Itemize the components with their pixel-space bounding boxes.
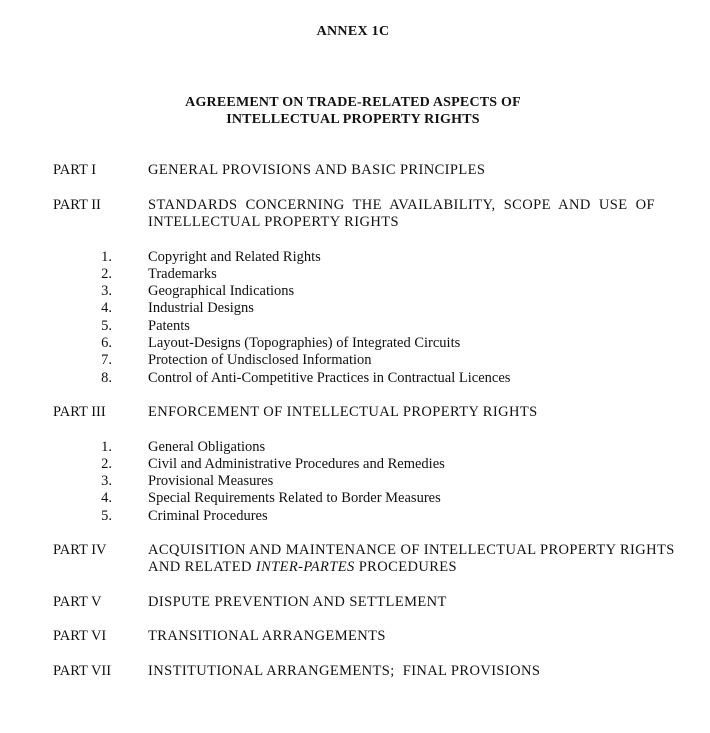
- part-label: PART II: [53, 197, 101, 213]
- part-row-5: [0, 594, 710, 611]
- part-row-7: [0, 663, 710, 680]
- item-text: Civil and Administrative Procedures and Remedies: [148, 456, 445, 472]
- part-heading: [148, 542, 675, 576]
- item-text: Criminal Procedures: [148, 508, 268, 524]
- item-text: Geographical Indications: [148, 283, 295, 299]
- part-label: PART V: [53, 594, 102, 610]
- item-number: 4.: [101, 300, 112, 316]
- item-number: 2.: [101, 266, 112, 282]
- list-item: [0, 266, 710, 283]
- item-text: Trademarks: [148, 266, 217, 282]
- item-text: General Obligations: [148, 439, 266, 455]
- part-heading: GENERAL PROVISIONS AND BASIC PRINCIPLES: [148, 162, 486, 178]
- item-text: Layout-Designs (Topographies) of Integrated Circuits: [148, 335, 461, 351]
- part-heading-line-2: INTELLECTUAL PROPERTY RIGHTS: [148, 214, 399, 230]
- item-number: 3.: [101, 473, 112, 489]
- part-label: PART III: [53, 404, 106, 420]
- item-number: 3.: [101, 283, 112, 299]
- item-number: 5.: [101, 318, 112, 334]
- list-item: [0, 335, 710, 352]
- part-heading-line-1: ACQUISITION AND MAINTENANCE OF INTELLECTUAL PROPERTY RIGHTS: [148, 542, 675, 558]
- item-number: 6.: [101, 335, 112, 351]
- heading-text: PROCEDURES: [354, 559, 457, 575]
- part-heading: DISPUTE PREVENTION AND SETTLEMENT: [148, 594, 447, 610]
- part-heading: TRANSITIONAL ARRANGEMENTS: [148, 628, 386, 644]
- list-item: [0, 439, 710, 456]
- item-text: Patents: [148, 318, 190, 334]
- part-row-6: [0, 628, 710, 645]
- item-number: 5.: [101, 508, 112, 524]
- part-heading: INSTITUTIONAL ARRANGEMENTS; FINAL PROVISIONS: [148, 663, 541, 679]
- item-number: 8.: [101, 370, 112, 386]
- item-text: Copyright and Related Rights: [148, 249, 321, 265]
- list-item: [0, 490, 710, 507]
- agreement-title-line-2: INTELLECTUAL PROPERTY RIGHTS: [226, 112, 480, 127]
- part-label: PART I: [53, 162, 97, 178]
- item-number: 1.: [101, 439, 112, 455]
- part-heading: ENFORCEMENT OF INTELLECTUAL PROPERTY RIGHTS: [148, 404, 538, 420]
- list-item: [0, 318, 710, 335]
- part-label: PART VI: [53, 628, 107, 644]
- heading-text: AND RELATED: [148, 559, 256, 575]
- item-text: Industrial Designs: [148, 300, 254, 316]
- item-number: 4.: [101, 490, 112, 506]
- list-item: [0, 370, 710, 387]
- agreement-title-line-1: AGREEMENT ON TRADE-RELATED ASPECTS OF: [185, 95, 521, 110]
- item-text: Protection of Undisclosed Information: [148, 352, 372, 368]
- list-item: [0, 473, 710, 490]
- item-number: 1.: [101, 249, 112, 265]
- part-label: PART VII: [53, 663, 112, 679]
- list-item: [0, 300, 710, 317]
- item-text: Special Requirements Related to Border Measures: [148, 490, 441, 506]
- part-label: PART IV: [53, 542, 107, 558]
- item-text: Control of Anti-Competitive Practices in Contractual Licences: [148, 370, 511, 386]
- part-row-3: [0, 404, 710, 421]
- part-heading-line-2: [148, 559, 655, 576]
- item-number: 2.: [101, 456, 112, 472]
- annex-heading: ANNEX 1C: [316, 24, 390, 39]
- part-row-1: [0, 162, 710, 179]
- heading-italic-text: INTER-PARTES: [255, 559, 355, 575]
- item-number: 7.: [101, 352, 112, 368]
- agreement-title: [0, 94, 706, 128]
- list-item: [0, 508, 710, 525]
- list-item: [0, 283, 710, 300]
- list-item: [0, 456, 710, 473]
- part-heading-line-1: STANDARDS CONCERNING THE AVAILABILITY, SCOPE AND USE OF: [148, 197, 655, 213]
- list-item: [0, 249, 710, 266]
- part-heading: [148, 197, 655, 231]
- list-item: [0, 352, 710, 369]
- item-text: Provisional Measures: [148, 473, 274, 489]
